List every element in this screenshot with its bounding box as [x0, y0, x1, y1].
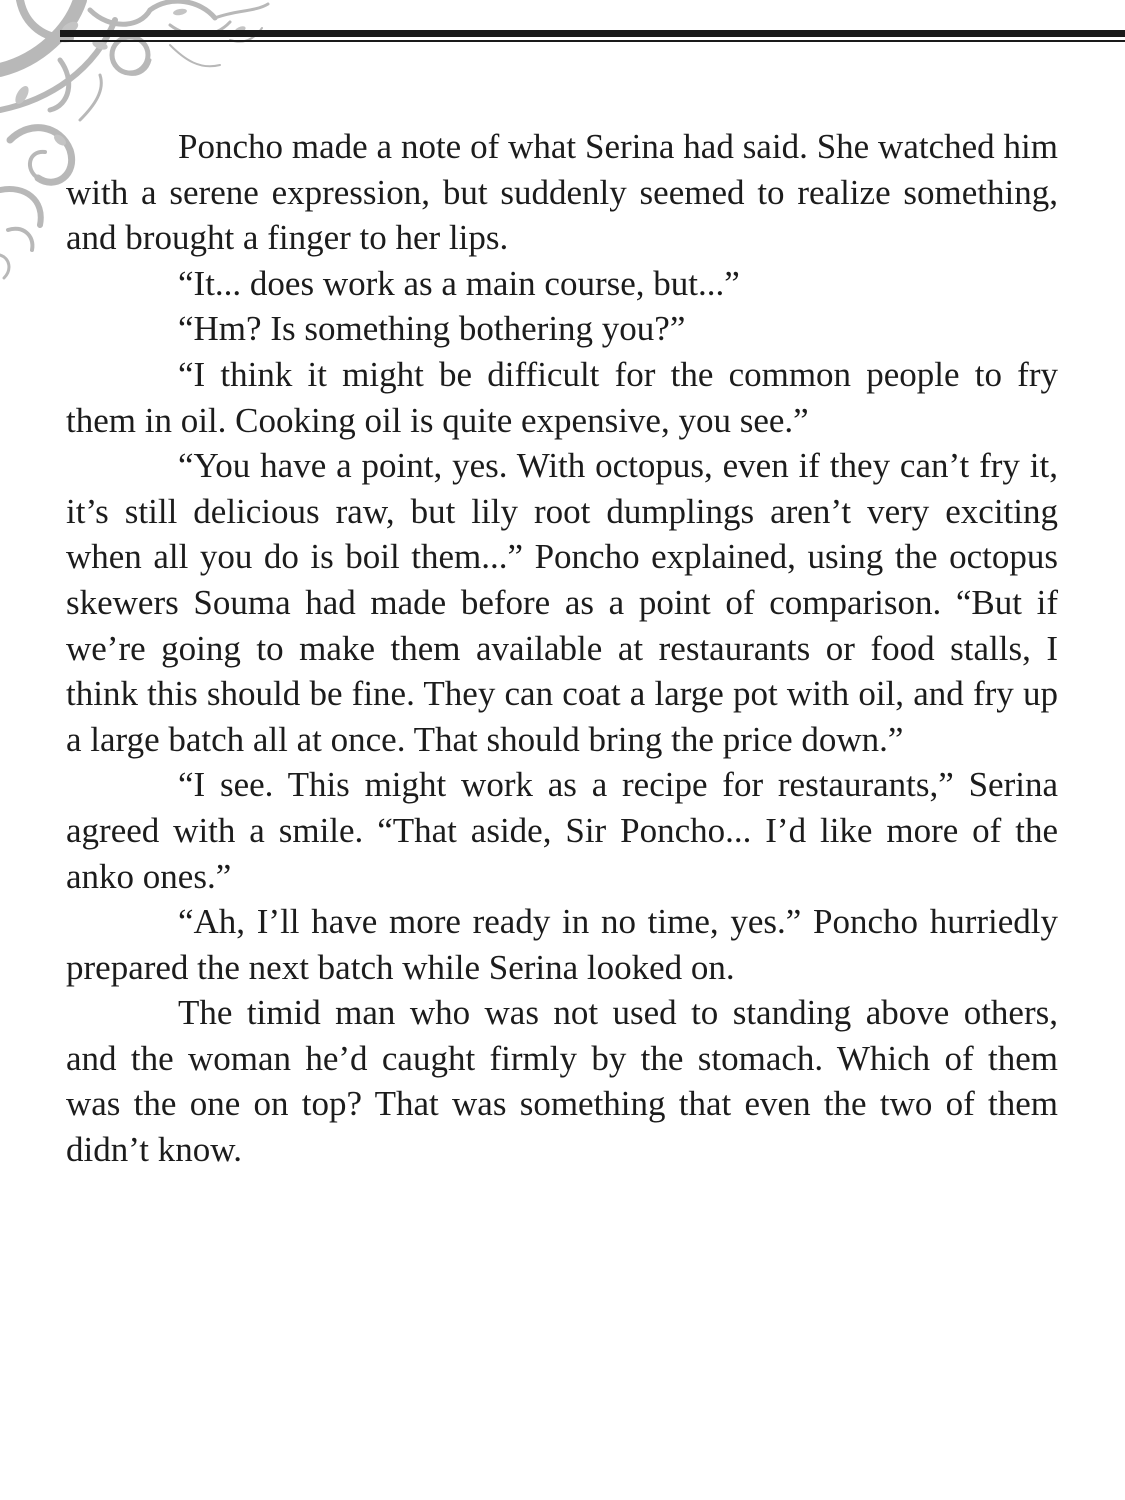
paragraph: “It... does work as a main course, but...” [178, 263, 740, 303]
paragraph: “Hm? Is something bothering you?” [178, 309, 686, 349]
paragraph: “I think it might be difficult for the common people to fry them in oil. Cooking oil is quite expensive, you see.” [66, 354, 1058, 440]
paragraph: “I see. This might work as a recipe for restaurants,” Serina agreed with a smile. “That aside, Sir Poncho... I’d like more of the anko ones.” [66, 765, 1058, 896]
header-rule-thick [60, 30, 1125, 37]
story-text [66, 124, 1058, 1173]
paragraph: Poncho made a note of what Serina had said. She watched him with a serene expression, but suddenly seemed to realize something, and brought a finger to her lips. [66, 127, 1058, 258]
paragraph: “Ah, I’ll have more ready in no time, yes.” Poncho hurriedly prepared the next batch while Serina looked on. [66, 902, 1058, 987]
paragraph: The timid man who was not used to standing above others, and the woman he’d caught firmly by the stomach. Which of them was the one on top? That was something that even the two of them didn’t know. [66, 993, 1058, 1170]
header-rule-thin [60, 40, 1125, 42]
paragraph: “You have a point, yes. With octopus, even if they can’t fry it, it’s still delicious raw, but lily root dumplings aren’t very exciting when all you do is boil them...” Poncho explained, using the octopus skewers Souma had made before as a point of comparison. “But if we’re going to make them available at restaurants or food stalls, I think this should be fine. They can coat a large pot with oil, and fry up a large batch all at once. That should bring the price down.” [66, 446, 1058, 759]
